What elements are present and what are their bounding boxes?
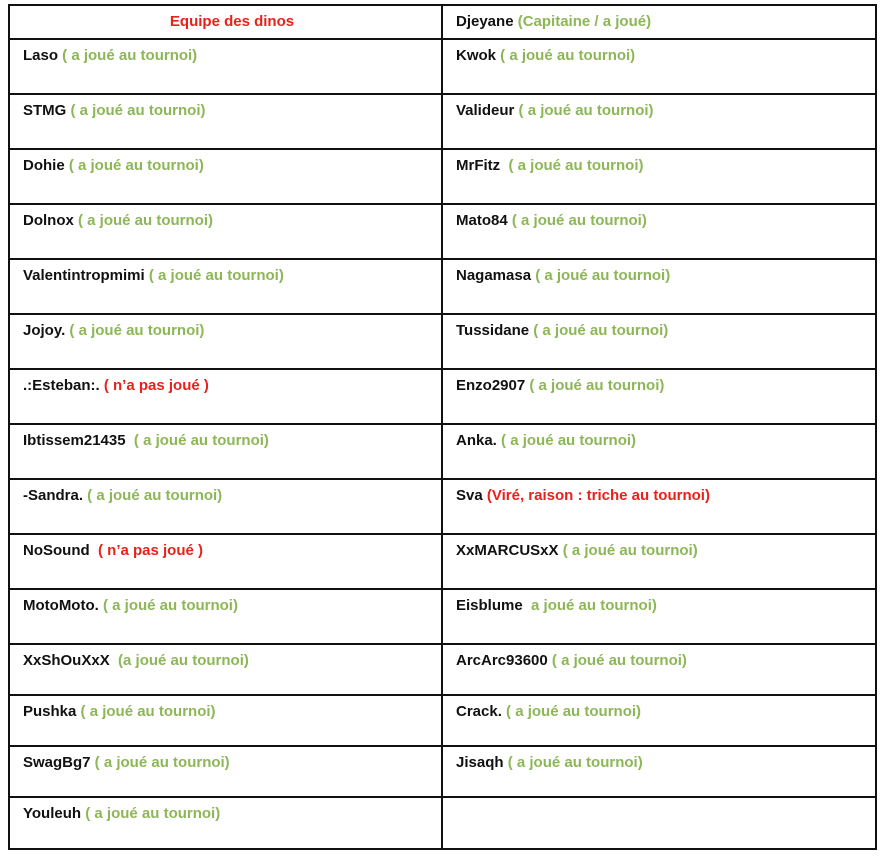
table-row [9, 314, 876, 369]
table-row [9, 204, 876, 259]
captain-name: Djeyane [456, 13, 514, 30]
right-player-cell [442, 369, 876, 424]
player-name: Crack. [456, 703, 502, 720]
player-name: Mato84 [456, 212, 508, 229]
player-status: ( a joué au tournoi) [503, 754, 643, 771]
player-name: STMG [23, 102, 67, 119]
player-name: Laso [23, 47, 59, 64]
team-title: Equipe des dinos [169, 13, 295, 30]
player-status: ( a joué au tournoi) [66, 102, 206, 119]
table-header-row [9, 5, 876, 39]
player-status: ( a joué au tournoi) [98, 597, 238, 614]
player-name: Jojoy. [23, 322, 66, 339]
player-name: Jisaqh [456, 754, 504, 771]
right-player-cell [442, 204, 876, 259]
player-status: ( a joué au tournoi) [58, 47, 198, 64]
player-name: Valentintropmimi [23, 267, 145, 284]
player-name: NoSound [23, 542, 90, 559]
player-status: a joué au tournoi) [522, 597, 657, 614]
player-name: ArcArc93600 [456, 652, 548, 669]
left-player-cell [9, 644, 442, 695]
left-player-cell [9, 589, 442, 644]
player-status: ( a joué au tournoi) [73, 212, 214, 229]
table-row [9, 259, 876, 314]
left-player-cell [9, 424, 442, 479]
left-player-cell [9, 314, 442, 369]
right-player-cell [442, 695, 876, 746]
team-roster-table [8, 4, 877, 850]
player-status: ( a joué au tournoi) [64, 157, 204, 174]
player-status: ( a joué au tournoi) [501, 703, 642, 720]
right-player-cell [442, 314, 876, 369]
player-status: ( a joué au tournoi) [81, 805, 221, 822]
right-player-cell [442, 39, 876, 94]
right-player-cell [442, 149, 876, 204]
player-status: ( a joué au tournoi) [144, 267, 284, 284]
left-player-cell [9, 534, 442, 589]
captain-status: (Capitaine / a joué) [517, 13, 652, 30]
left-player-cell [9, 479, 442, 534]
table-row [9, 369, 876, 424]
right-player-cell [442, 94, 876, 149]
right-player-cell [442, 644, 876, 695]
player-status: (a joué au tournoi) [109, 652, 249, 669]
player-name: Valideur [456, 102, 515, 119]
table-row [9, 534, 876, 589]
table-row [9, 589, 876, 644]
left-player-cell [9, 746, 442, 797]
player-name: XxMARCUSxX [456, 542, 559, 559]
table-row [9, 94, 876, 149]
player-name: Kwok [456, 47, 497, 64]
player-name: XxShOuXxX [23, 652, 110, 669]
player-name: Youleuh [23, 805, 82, 822]
left-player-cell [9, 259, 442, 314]
player-status: ( a joué au tournoi) [507, 212, 647, 229]
player-status: ( a joué au tournoi) [529, 322, 669, 339]
player-name: Ibtissem21435 [23, 432, 126, 449]
player-name: .:Esteban:. [23, 377, 100, 394]
player-name: MotoMoto. [23, 597, 99, 614]
table-row [9, 479, 876, 534]
team-title-cell [9, 5, 442, 39]
player-name: Anka. [456, 432, 497, 449]
player-status: ( a joué au tournoi) [90, 754, 230, 771]
table-row [9, 39, 876, 94]
player-name: Dolnox [23, 212, 74, 229]
player-status: ( n’a pas joué ) [89, 542, 204, 559]
player-status: ( a joué au tournoi) [547, 652, 687, 669]
player-status: ( a joué au tournoi) [496, 47, 636, 64]
right-player-cell [442, 534, 876, 589]
player-status: (Viré, raison : triche au tournoi) [482, 487, 710, 504]
right-player-cell [442, 589, 876, 644]
right-player-cell [442, 424, 876, 479]
player-name: Sva [456, 487, 483, 504]
left-player-cell [9, 204, 442, 259]
player-status: ( a joué au tournoi) [83, 487, 223, 504]
roster-body [9, 39, 876, 849]
left-player-cell [9, 39, 442, 94]
player-status: ( a joué au tournoi) [514, 102, 654, 119]
table-row [9, 644, 876, 695]
player-name: -Sandra. [23, 487, 84, 504]
table-row [9, 797, 876, 849]
player-name: Dohie [23, 157, 65, 174]
player-status: ( a joué au tournoi) [500, 157, 644, 174]
table-row [9, 695, 876, 746]
player-name: SwagBg7 [23, 754, 91, 771]
right-player-cell [442, 797, 876, 849]
player-status: ( a joué au tournoi) [531, 267, 671, 284]
table-row [9, 424, 876, 479]
player-status: ( a joué au tournoi) [525, 377, 665, 394]
player-name: MrFitz [456, 157, 501, 174]
table-row [9, 746, 876, 797]
player-status: ( a joué au tournoi) [65, 322, 205, 339]
left-player-cell [9, 94, 442, 149]
player-name: Eisblume [456, 597, 523, 614]
player-status: ( a joué au tournoi) [558, 542, 698, 559]
captain-cell [442, 5, 876, 39]
table-row [9, 149, 876, 204]
left-player-cell [9, 695, 442, 746]
left-player-cell [9, 797, 442, 849]
left-player-cell [9, 149, 442, 204]
player-name: Enzo2907 [456, 377, 526, 394]
right-player-cell [442, 259, 876, 314]
player-name: Tussidane [456, 322, 530, 339]
left-player-cell [9, 369, 442, 424]
player-status: ( n’a pas joué ) [99, 377, 209, 394]
player-status: ( a joué au tournoi) [125, 432, 269, 449]
right-player-cell [442, 479, 876, 534]
player-name: Pushka [23, 703, 77, 720]
player-status: ( a joué au tournoi) [76, 703, 216, 720]
player-status: ( a joué au tournoi) [496, 432, 637, 449]
player-name: Nagamasa [456, 267, 532, 284]
right-player-cell [442, 746, 876, 797]
